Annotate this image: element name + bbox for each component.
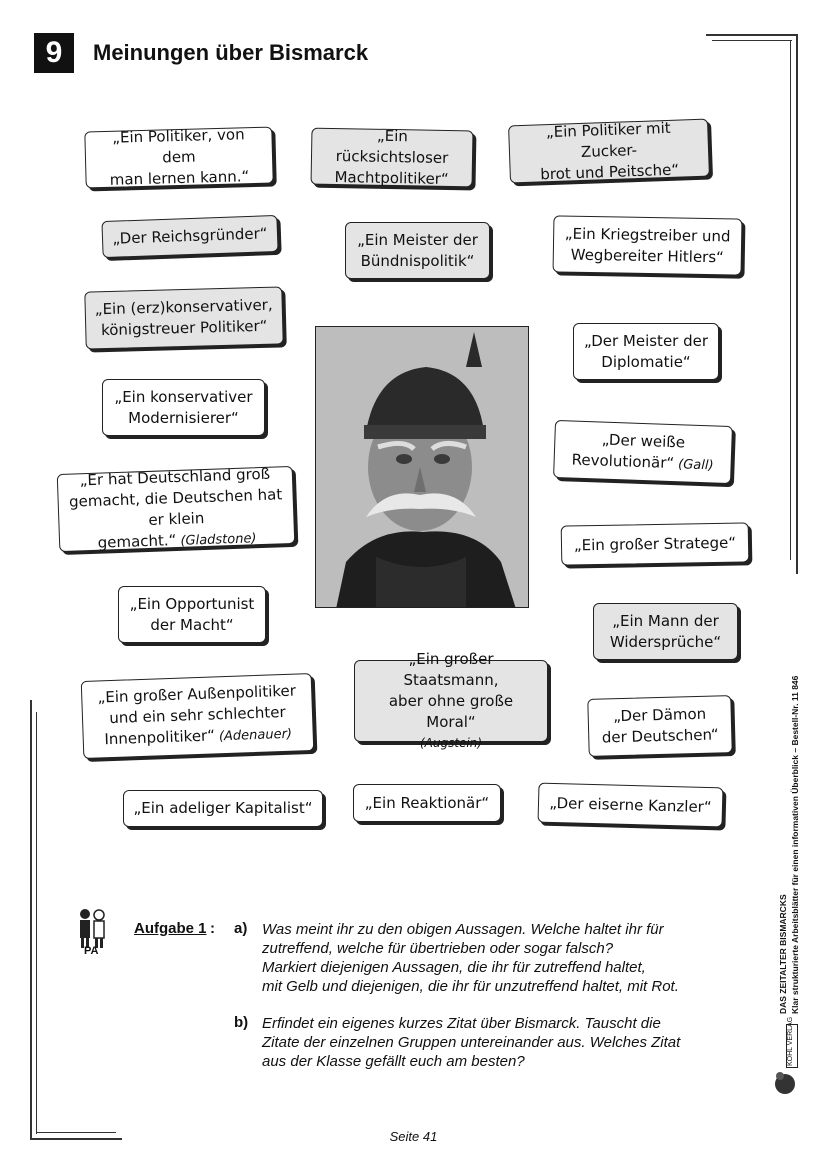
quote-text: „Ein Politiker mit Zucker- brot und Peitsche“ xyxy=(540,118,680,183)
publisher-name: KOHL VERLAG xyxy=(787,1016,794,1066)
quote-text: „Der Dämon der Deutschen“ xyxy=(601,704,719,747)
bismarck-portrait xyxy=(315,326,529,608)
portrait-drawing xyxy=(316,327,529,608)
side-series-subtitle: Klar strukturierte Arbeitsblätter für einen informativen Überblick – Bestell-Nr. 11 846 xyxy=(790,675,800,1014)
frame-top-right-inner xyxy=(712,40,792,41)
quote-card-eiserne-kanzler xyxy=(538,783,724,828)
task-b-letter: b) xyxy=(234,1014,249,1031)
quote-text: „Ein konservativer Modernisierer“ xyxy=(114,387,253,427)
pa-label: PA xyxy=(84,945,99,957)
quote-text: „Der Reichsgründer“ xyxy=(112,224,268,248)
quote-card-konservativer-politiker xyxy=(84,286,283,349)
quote-card-stratege xyxy=(561,522,750,565)
page-number: Seite 41 xyxy=(389,1129,438,1144)
task-label: Aufgabe 1 xyxy=(134,920,207,937)
quote-card-modernisierer xyxy=(102,379,265,436)
quote-card-adeliger-kapitalist xyxy=(123,790,323,827)
quote-card-meister-diplomatie xyxy=(573,323,719,380)
quote-card-weisse-revolutionaer xyxy=(553,420,733,484)
side-series-title: DAS ZEITALTER BISMARCKS xyxy=(778,894,788,1014)
page-title: Meinungen über Bismarck xyxy=(93,40,369,65)
quote-text: „Ein Mann der Widersprüche“ xyxy=(609,611,722,651)
quote-text: „Ein Reaktionär“ xyxy=(364,793,490,812)
quote-source: (Augstein) xyxy=(419,735,483,750)
task-a-letter: a) xyxy=(234,920,248,937)
quote-card-reaktionaer xyxy=(353,784,501,822)
quote-text: „Der Meister der Diplomatie“ xyxy=(583,331,709,371)
quote-text: „Ein adeliger Kapitalist“ xyxy=(133,799,313,817)
quote-card-buendnispolitik xyxy=(345,222,490,279)
task-b-text: Erfindet ein eigenes kurzes Zitat über Bismarck. Tauscht die Zitate der einzelnen Gruppen untereinander aus. Welches Zitat aus der Klasse gefällt euch am besten? xyxy=(262,1015,681,1070)
quote-text: „Ein Meister der Bündnispolitik“ xyxy=(357,230,478,270)
quote-text: „Ein Kriegstreiber und Wegbereiter Hitlers“ xyxy=(564,224,731,266)
quote-card-widersprueche xyxy=(593,603,738,660)
quote-text: „Ein großer Außenpolitiker und ein sehr schlechter Innenpolitiker“ (Adenauer) xyxy=(97,681,297,749)
quote-card-daemon xyxy=(587,695,732,757)
quote-text: „Der weiße Revolutionär“ (Gall) xyxy=(571,430,714,473)
quote-card-adenauer xyxy=(81,673,315,759)
quote-source: (Gall) xyxy=(677,456,714,473)
quote-card-staatsmann xyxy=(354,649,548,750)
frame-right-top xyxy=(796,34,798,574)
task-colon: : xyxy=(210,920,215,937)
frame-left-bottom-inner xyxy=(36,712,37,1134)
quote-card-zuckerbrot xyxy=(508,119,710,184)
quote-card-reichsgruender xyxy=(101,215,278,258)
quote-text: „Ein rücksichtsloser Machtpolitiker“ xyxy=(334,126,449,188)
quote-card-gladstone xyxy=(57,466,296,552)
quote-card-politiker-lernen xyxy=(84,127,273,189)
frame-left-bottom xyxy=(30,700,32,1140)
quote-source: (Adenauer) xyxy=(218,726,293,745)
quote-source: (Gladstone) xyxy=(180,530,257,549)
quote-text: „Ein Opportunist der Macht“ xyxy=(129,594,255,634)
worksheet-number: 9 xyxy=(34,33,74,73)
publisher-label xyxy=(786,1016,798,1068)
quote-text: „Ein Politiker, von dem man lernen kann.“ xyxy=(109,125,250,189)
quote-card-kriegstreiber xyxy=(553,215,743,275)
frame-top-right xyxy=(706,34,798,36)
quote-card-machtpolitiker xyxy=(311,128,474,188)
frame-right-top-inner xyxy=(790,40,791,560)
quote-text: „Ein (erz)konservativer, königstreuer Politiker“ xyxy=(94,295,273,340)
quote-text: „Er hat Deutschland groß gemacht, die Deutschen hat er klein gemacht.“ (Gladstone) xyxy=(68,464,283,552)
task-a-text: Was meint ihr zu den obigen Aussagen. Welche haltet ihr für zutreffend, welche für übertrieben oder sogar falsch? Markiert diejenigen Aussagen, die ihr für zutreffend haltet, mit Gelb und diejenigen, die ihr für unzutreffend haltet, mit Rot. xyxy=(262,921,679,995)
quote-text: „Der eiserne Kanzler“ xyxy=(549,793,712,816)
quote-text: „Ein großer Staatsmann, aber ohne große Moral“ xyxy=(388,649,514,731)
quote-text: „Ein großer Stratege“ xyxy=(573,533,737,554)
quote-card-opportunist xyxy=(118,586,266,643)
publisher-logo-icon xyxy=(773,1068,797,1096)
